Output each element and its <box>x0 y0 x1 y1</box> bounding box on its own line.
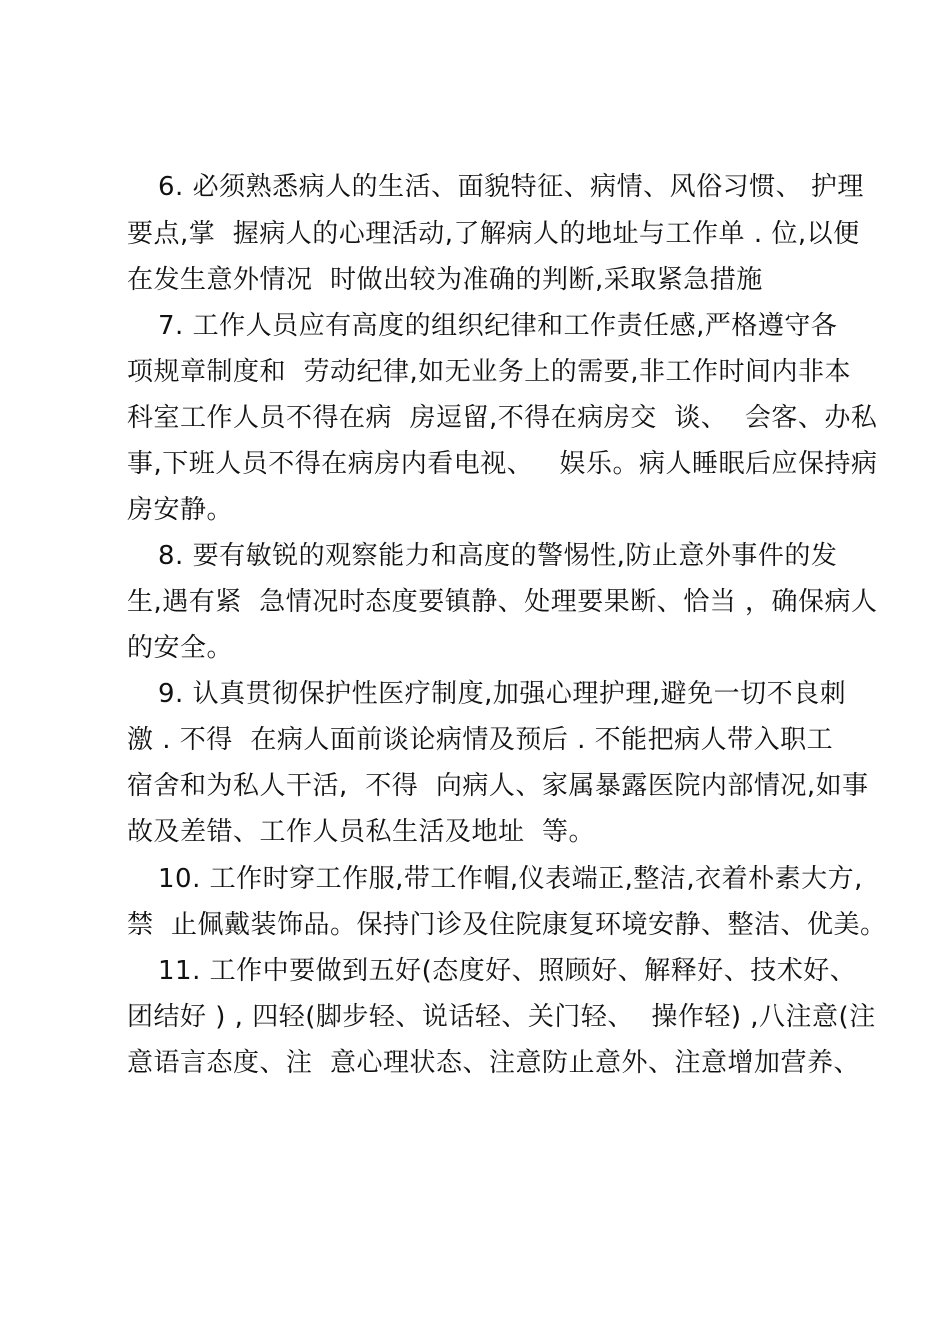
text-line: 11. 工作中要做到五好(态度好、照顾好、解释好、技术好、 <box>158 956 857 986</box>
text-line: 禁 止佩戴装饰品。保持门诊及住院康复环境安静、整洁、优美。 <box>127 910 887 940</box>
text-line: 9. 认真贯彻保护性医疗制度,加强心理护理,避免一切不良刺 <box>158 679 847 709</box>
text-line: 房安静。 <box>127 495 234 525</box>
text-line: 生,遇有紧 急情况时态度要镇静、处理要果断、恰当 ，确保病人 <box>127 587 878 617</box>
text-line: 团结好 ) , 四轻(脚步轻、说话轻、关门轻、 操作轻) ,八注意(注 <box>127 1002 876 1032</box>
text-line: 科室工作人员不得在病 房逗留,不得在病房交 谈、 会客、办私 <box>127 403 878 433</box>
text-line: 8. 要有敏锐的观察能力和高度的警惕性,防止意外事件的发 <box>158 541 838 571</box>
text-line: 的安全。 <box>127 633 234 663</box>
text-line: 在发生意外情况 时做出较为准确的判断,采取紧急措施 <box>127 265 763 295</box>
text-line: 宿舍和为私人干活, 不得 向病人、家属暴露医院内部情况,如事 <box>127 771 869 801</box>
text-line: 要点,掌 握病人的心理活动,了解病人的地址与工作单 . 位,以便 <box>127 219 860 249</box>
text-line: 意语言态度、注 意心理状态、注意防止意外、注意增加营养、 <box>127 1048 861 1078</box>
text-line: 7. 工作人员应有高度的组织纪律和工作责任感,严格遵守各 <box>158 311 838 341</box>
text-line: 10. 工作时穿工作服,带工作帽,仪表端正,整洁,衣着朴素大方, <box>158 864 863 894</box>
text-line: 项规章制度和 劳动纪律,如无业务上的需要,非工作时间内非本 <box>127 357 852 387</box>
text-line: 激 . 不得 在病人面前谈论病情及预后 . 不能把病人带入职工 <box>127 725 834 755</box>
text-line: 故及差错、工作人员私生活及地址 等。 <box>127 817 596 847</box>
text-line: 6. 必须熟悉病人的生活、面貌特征、病情、风俗习惯、 护理 <box>158 172 864 202</box>
text-line: 事,下班人员不得在病房内看电视、 娱乐。病人睡眠后应保持病 <box>127 449 878 479</box>
